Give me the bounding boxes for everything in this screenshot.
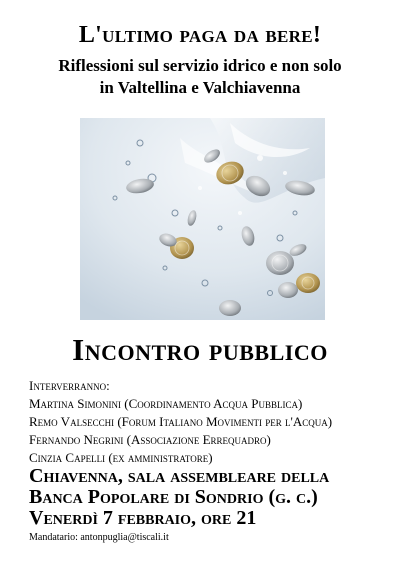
event-date: Venerdì 7 febbraio, ore 21: [29, 507, 257, 529]
speaker-item: Martina Simonini (Coordinamento Acqua Pubblica): [29, 396, 303, 411]
event-heading: Incontro pubblico: [72, 332, 328, 367]
venue-block: [29, 466, 389, 529]
speaker-item: Remo Valsecchi (Forum Italiano Movimenti per l'Acqua): [29, 414, 333, 429]
speaker-item: Cinzia Capelli (ex amministratore): [29, 450, 213, 465]
subtitle-line-2: in Valtellina e Valchiavenna: [99, 78, 301, 97]
venue-line-1: Chiavenna, sala assembleare della: [29, 465, 330, 487]
speakers-label: Interverranno:: [29, 378, 110, 393]
speakers-list: [29, 377, 389, 467]
subtitle-line-1: Riflessioni sul servizio idrico e non solo: [58, 56, 342, 75]
venue-line-2: Banca Popolare di Sondrio (g. c.): [29, 486, 318, 508]
speaker-item: Fernando Negrini (Associazione Errequadro): [29, 432, 271, 447]
poster-title: L'ultimo paga da bere!: [78, 22, 322, 48]
mandatario-note: Mandatario: antonpuglia@tiscali.it: [29, 532, 169, 543]
coins-in-water-photo: [80, 118, 325, 320]
